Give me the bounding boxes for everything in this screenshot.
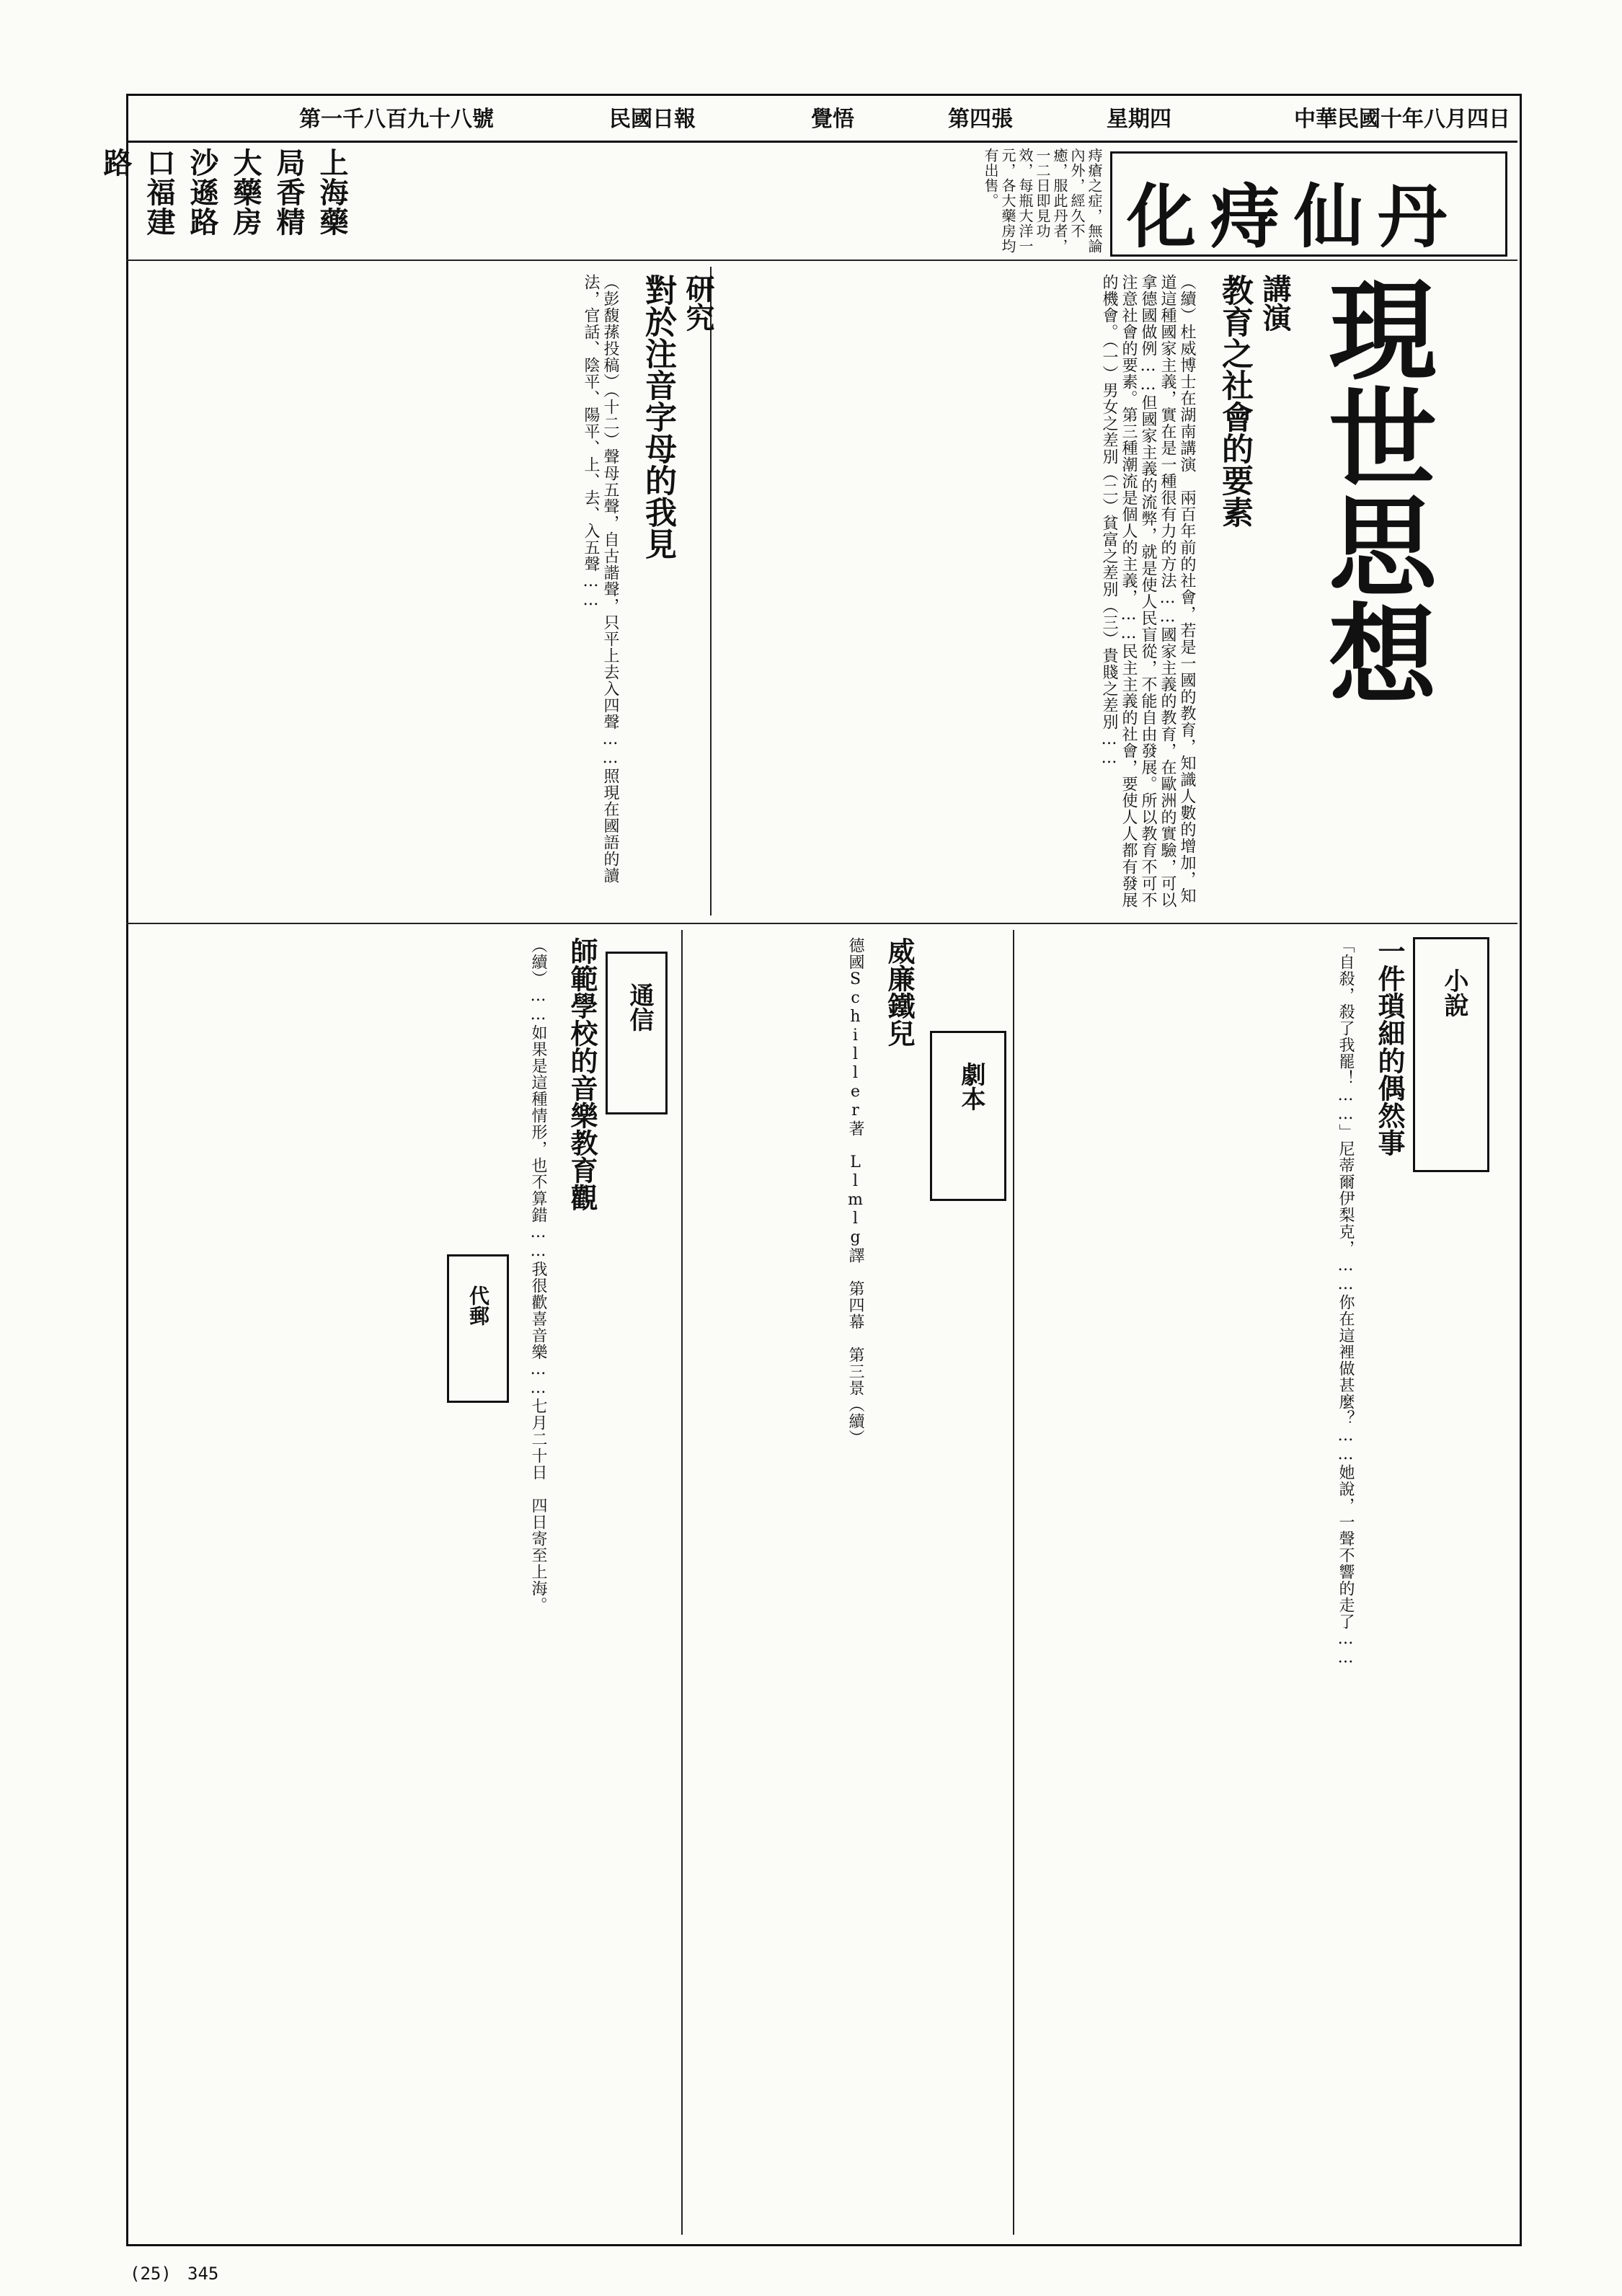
masthead-sheet: 第四張 <box>948 107 1013 132</box>
masthead-issue: 第一千八百九十八號 <box>299 107 494 132</box>
ad-hemorrhoid-box <box>1110 151 1507 257</box>
masthead-weekday: 星期四 <box>1107 107 1171 132</box>
masthead-section: 覺悟 <box>811 107 854 132</box>
substitute-label-box <box>447 1254 509 1403</box>
ad-brand: 化痔仙丹 <box>1127 176 1461 257</box>
fiction-label-box <box>1413 937 1489 1172</box>
masthead <box>126 101 1517 130</box>
masthead-rule <box>126 141 1517 143</box>
letters-title: 師範學校的音樂教育觀 <box>566 937 598 1211</box>
ad-pharmacy-line2: 沙遜路口福建路 <box>99 148 219 236</box>
fiction-body: 「自殺，殺了我罷！……」尼蒂爾伊梨克，……你在這裡做甚麼？……她說，一聲不響的走了…… <box>1337 937 1355 1667</box>
middle-rule <box>126 923 1517 924</box>
ad-rule <box>126 260 1517 261</box>
ad-pharmacy <box>99 148 353 256</box>
substitute-label: 代郵 <box>466 1285 490 1326</box>
column-title: 現世思想 <box>1310 274 1437 706</box>
drama-label-box <box>930 1031 1006 1201</box>
lecture-label: 講演 <box>1258 274 1292 332</box>
letters-body: （續）……如果是這種情形，也不算錯……我很歡喜音樂……七月二十日 四日寄至上海。 <box>529 937 547 1613</box>
research-body: （彭馥蓀投稿）（十二）聲母五聲，自古諧聲，只平上去入四聲……照現在國語的讀法，官話、陰平、陽平、上、去、入五聲…… <box>582 274 619 884</box>
drama-title: 威廉鐵兒 <box>883 937 916 1047</box>
ad-small-text: 痔瘡之症，無論內外，經久不癒，服此丹者，一二日即見功效，每瓶大洋一元，各大藥房均有出售。 <box>982 148 1103 254</box>
divider-drama <box>681 930 683 2235</box>
divider-lecture <box>710 267 712 916</box>
divider-fiction <box>1013 930 1014 2235</box>
masthead-date: 中華民國十年八月四日 <box>1294 107 1510 132</box>
research-title: 對於注音字母的我見 <box>639 274 676 559</box>
lecture-title: 教育之社會的要素 <box>1216 274 1253 528</box>
fiction-label: 小說 <box>1440 968 1468 1017</box>
drama-body: 德國Schiller著 Llmlg譯 第四幕 第三景（續） <box>846 937 864 1446</box>
ad-pharmacy-line1: 上海藥局香精大藥房 <box>229 148 349 236</box>
folio-number: 345 <box>187 2264 219 2284</box>
drama-label: 劇本 <box>957 1062 985 1111</box>
research-label: 研究 <box>681 274 715 332</box>
letters-label: 通信 <box>625 983 654 1032</box>
page-number: (25) <box>130 2264 172 2284</box>
letters-label-box <box>606 952 668 1114</box>
lecture-body: （續）杜威博士在湖南講演 兩百年前的社會，若是一國的教育，知識人數的增加，知道這種國家主義，實在是一種很有力的方法……國家主義的教育，在歐洲的實驗，可以拿德國做例……但國家主義的流弊，就是使人民盲從，不能自由發展。所以教育不可不注意社會的要素。第三種潮流是個人的主義，……民主主義的社會，要使人人都有發展的機會。（一）男女之差別（二）貧富之差別（三）貴賤之差別…… <box>1100 274 1196 908</box>
fiction-title: 一件瑣細的偶然事 <box>1373 937 1406 1156</box>
masthead-paper: 民國日報 <box>609 107 696 132</box>
